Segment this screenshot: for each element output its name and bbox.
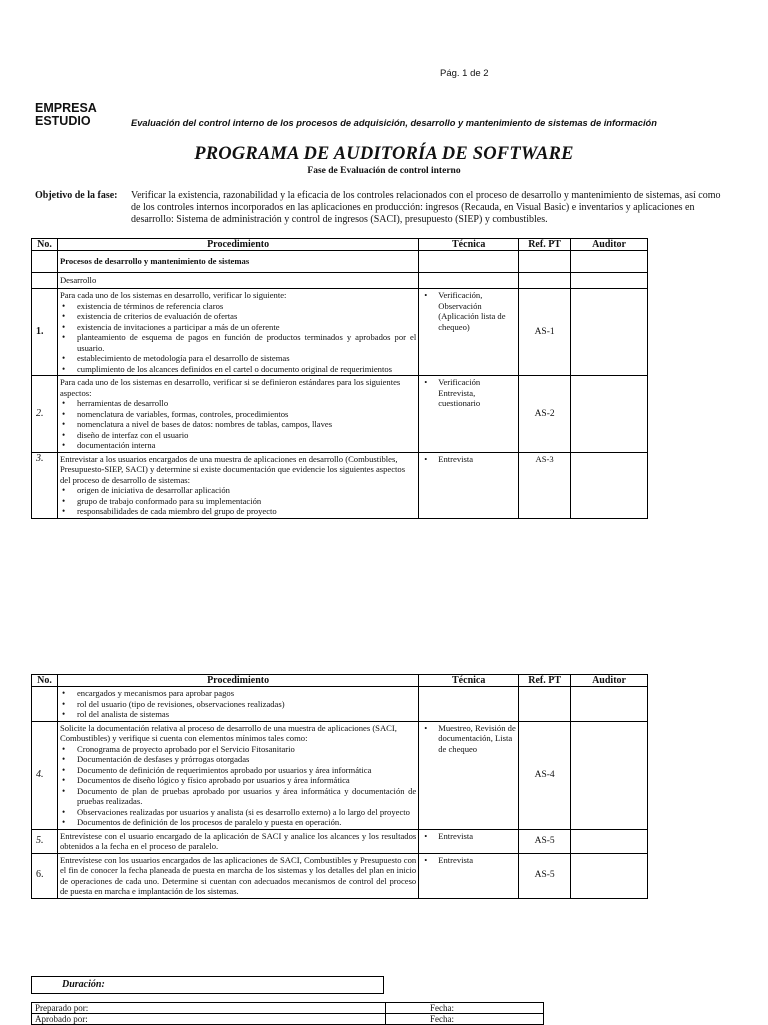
row-number: 3. [32,452,58,518]
table-row [32,721,648,829]
list-item: • establecimiento de metodología para el desarrollo de sistemas [77,353,416,364]
table-header-row [32,239,648,251]
list-item: • encargados y mecanismos para aprobar pagos [77,688,416,699]
objective-text: Verificar la existencia, razonabilidad y la eficacia de los controles relacionados con el proceso de desarrollo y mantenimiento de sistemas, así como de los controles internos incorporados en las aplicaciones en producción: ingresos (Recauda, en Visual Basic) e inventarios y aplicaciones en desarrollo: Sistema de administración y control de ingresos (SACI), presupuesto (SIEP) y combustibles. [131,190,721,225]
subsection-row [32,273,648,289]
company-line-1: EMPRESA [35,101,97,115]
technique-cell [419,289,519,376]
ref-cell: AS-5 [519,829,571,853]
list-item: • Documentación de desfases y prórrogas otorgadas [77,754,416,765]
procedure-intro: Para cada uno de los sistemas en desarrollo, verificar si se definieron estándares para los siguientes aspectos: [59,377,401,398]
approved-label: Aprobado por: [35,1014,88,1024]
list-item: • grupo de trabajo conformado para su implementación [77,496,416,507]
header-auditor: Auditor [571,239,648,251]
procedure-cell: Entrevístese con el usuario encargado de la aplicación de SACI y analice los alcances y los resultados obtenidos a la fecha en el proceso de paralelo. [57,829,418,853]
approved-by-field[interactable] [32,1014,386,1025]
header-no: No. [32,239,58,251]
list-item: • nomenclatura de variables, formas, controles, procedimientos [77,409,416,420]
auditor-cell [571,721,648,829]
procedure-cell [57,687,418,722]
auditor-cell [571,376,648,453]
phase-title: Fase de Evaluación de control interno [307,166,461,176]
date-label: Fecha: [430,1014,454,1024]
procedure-list [60,301,416,375]
procedure-intro: Solicite la documentación relativa al proceso de desarrollo de una muestra de aplicaciones (SACI, Combustibles) y verifique si cuenta con elementos mínimos tales como: [59,722,397,743]
auditor-cell [571,289,648,376]
list-item: • Observaciones realizadas por usuarios y analista (si es desarrollo externo) a lo largo del proyecto [77,807,416,818]
procedure-list [60,398,416,451]
table-row [32,687,648,722]
approved-date-field[interactable] [386,1014,544,1025]
technique-text: • Entrevista [421,831,516,842]
section-row [32,251,648,273]
technique-cell [419,376,519,453]
list-item: • existencia de criterios de evaluación de ofertas [77,311,416,322]
row-number: 2. [32,376,58,453]
list-item: • Cronograma de proyecto aprobado por el Servicio Fitosanitario [77,744,416,755]
list-item: • Documento de plan de pruebas aprobado por usuarios y área informática y documentación de pruebas realizadas. [77,786,416,807]
company-name [35,102,97,128]
table-row [32,829,648,853]
ref-cell: AS-1 [519,289,571,376]
procedure-intro: Entrevistar a los usuarios encargados de una muestra de aplicaciones en desarrollo (Combustibles, Presupuesto-SIEP, SACI) y determine si existe documentación que evidencie los siguientes aspectos del proceso de desarrollo de sistemas: [59,453,406,485]
technique-cell [419,721,519,829]
list-item: • existencia de invitaciones a participar a más de un oferente [77,322,416,333]
list-item: • responsabilidades de cada miembro del grupo de proyecto [77,506,416,517]
table-header-row [32,675,648,687]
list-item: • Documento de definición de requerimientos aprobado por usuarios y área informática [77,765,416,776]
ref-cell: AS-2 [519,376,571,453]
list-item: • Documentos de definición de los procesos de paralelo y puesta en operación. [77,817,416,828]
ref-cell: AS-3 [519,452,571,518]
document-title: PROGRAMA DE AUDITORÍA DE SOFTWARE [194,144,574,164]
ref-cell: AS-5 [519,853,571,898]
list-item: • documentación interna [77,440,416,451]
duration-box [31,976,384,994]
header-ref: Ref. PT [519,239,571,251]
list-item: • cumplimiento de los alcances definidos en el cartel o documento original de requerimientos [77,364,416,375]
list-item: • rol del analista de sistemas [77,709,416,720]
row-number: 1. [32,289,58,376]
technique-cell [419,829,519,853]
technique-text: • Verificación Entrevista, cuestionario [421,377,516,409]
duration-label: Duración: [62,979,105,990]
procedure-list [60,688,416,720]
prepared-row [32,1003,544,1014]
procedure-cell [57,289,418,376]
approved-row [32,1014,544,1025]
objective-label: Objetivo de la fase: [35,190,118,201]
document-subtitle: Evaluación del control interno de los procesos de adquisición, desarrollo y mantenimiento de sistemas de información [131,118,657,128]
prepared-by-field[interactable] [32,1003,386,1014]
row-number: 6. [32,853,58,898]
procedure-list [60,485,416,517]
header-technique: Técnica [419,239,519,251]
list-item: • diseño de interfaz con el usuario [77,430,416,441]
row-number: 4. [32,721,58,829]
subsection-title: Desarrollo [57,273,418,289]
header-auditor: Auditor [571,675,648,687]
list-item: • herramientas de desarrollo [77,398,416,409]
auditor-cell [571,853,648,898]
section-title: Procesos de desarrollo y mantenimiento de sistemas [57,251,418,273]
audit-program-table-1 [31,238,648,519]
table-row [32,853,648,898]
procedure-cell [57,721,418,829]
list-item: • rol del usuario (tipo de revisiones, observaciones realizadas) [77,699,416,710]
header-procedure: Procedimiento [57,675,418,687]
prepared-label: Preparado por: [35,1003,89,1013]
ref-cell: AS-4 [519,721,571,829]
list-item: • planteamiento de esquema de pagos en función de productos terminados y aprobados por el usuario. [77,332,416,353]
table-row [32,289,648,376]
row-number: 5. [32,829,58,853]
company-line-2: ESTUDIO [35,114,91,128]
procedure-cell: Entrevístese con los usuarios encargados de las aplicaciones de SACI, Combustibles y Presupuesto con el fin de conocer la fecha planeada de puesta en marcha de los sistemas y los detalles del plan en inicio de operaciones de cada uno. Determine si cuentan con adecuados mecanismos de control del proceso de puesta en marcha e implantación de los sistemas. [57,853,418,898]
list-item: • Documentos de diseño lógico y físico aprobado por usuarios y área informática [77,775,416,786]
page-number: Pág. 1 de 2 [440,68,489,79]
signature-table [31,1002,544,1025]
technique-text: • Verificación, Observación (Aplicación lista de chequeo) [421,290,516,332]
technique-cell [419,452,519,518]
date-label: Fecha: [430,1003,454,1013]
table-row [32,376,648,453]
header-procedure: Procedimiento [57,239,418,251]
list-item: • origen de iniciativa de desarrollar aplicación [77,485,416,496]
prepared-date-field[interactable] [386,1003,544,1014]
technique-text: • Entrevista [421,855,516,866]
procedure-intro: Para cada uno de los sistemas en desarrollo, verificar lo siguiente: [59,290,287,300]
audit-program-table-2 [31,674,648,899]
list-item: • nomenclatura a nivel de bases de datos: nombres de tablas, campos, llaves [77,419,416,430]
auditor-cell [571,829,648,853]
technique-text: • Muestreo, Revisión de documentación, Lista de chequeo [421,723,516,755]
procedure-cell [57,452,418,518]
header-technique: Técnica [419,675,519,687]
procedure-cell [57,376,418,453]
list-item: • existencia de términos de referencia claros [77,301,416,312]
table-row [32,452,648,518]
technique-text: • Entrevista [421,454,516,465]
auditor-cell [571,452,648,518]
technique-cell [419,853,519,898]
header-ref: Ref. PT [519,675,571,687]
procedure-list [60,744,416,828]
header-no: No. [32,675,58,687]
